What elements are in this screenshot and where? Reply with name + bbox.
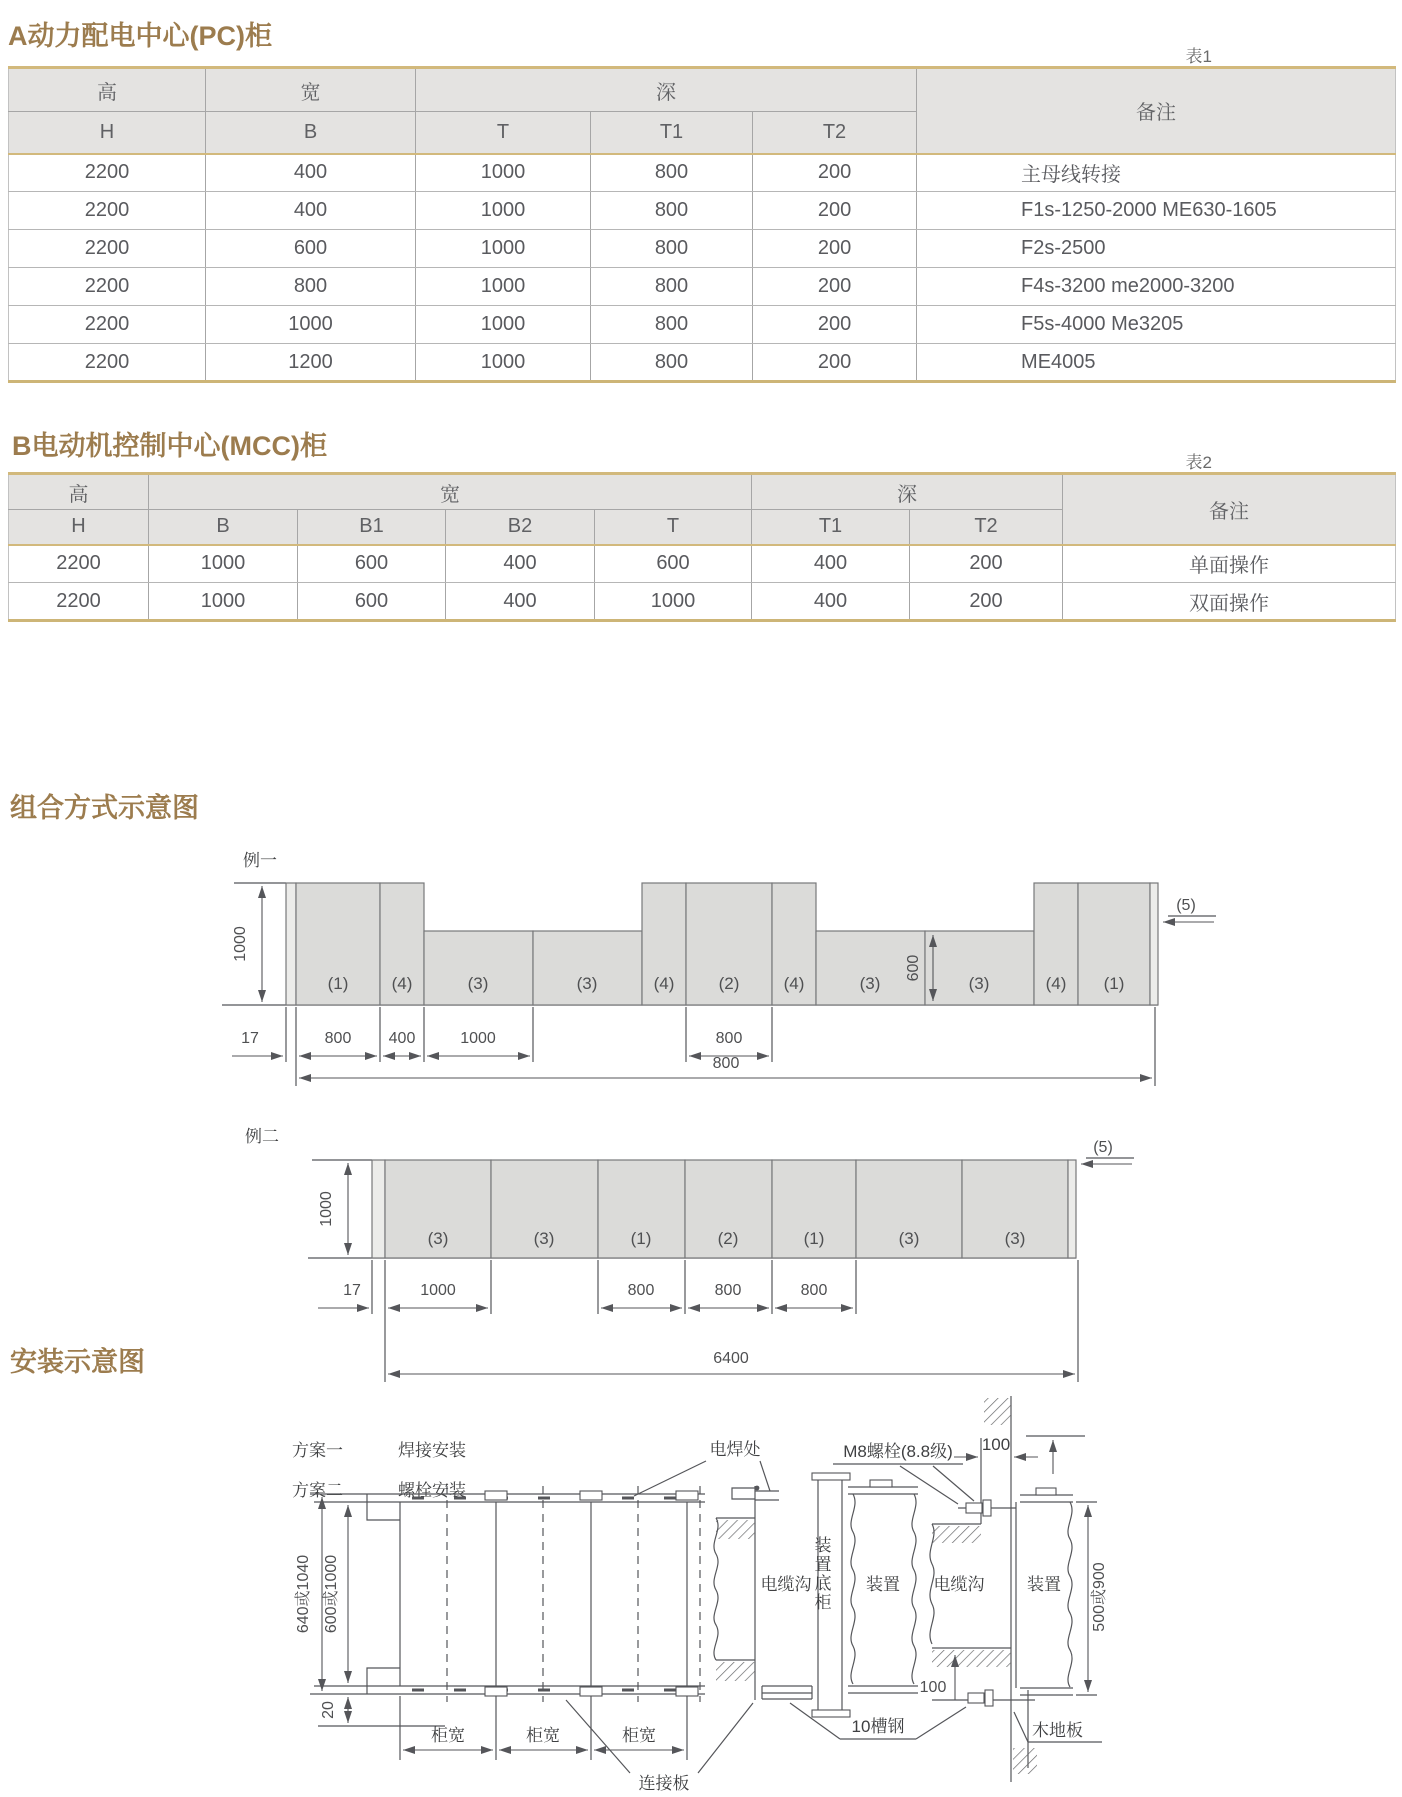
cell: 200 [753,154,917,192]
cell: 400 [446,545,595,583]
cell: 800 [591,344,753,382]
combo-section-title: 组合方式示意图 [10,793,199,823]
cell-remark: 单面操作 [1063,545,1396,583]
side-panel-right [1150,883,1158,1005]
cell: 1000 [595,583,752,621]
install-section-title: 安装示意图 [10,1347,145,1377]
plan1-label: 方案一 [292,1441,343,1460]
connection-tab [1036,1488,1056,1495]
cell: 1000 [416,306,591,344]
col-header-T2: T2 [753,112,917,154]
cabinet-cap [812,1710,850,1717]
cell: 1000 [206,306,416,344]
cell-remark: 双面操作 [1063,583,1396,621]
connection-tab [485,1491,507,1500]
cell: 400 [206,154,416,192]
block-label: (1) [327,974,349,993]
dim-label-600-1000: 600或1000 [323,1554,340,1634]
block-label: (4) [653,974,675,993]
dim-label-total: 6400 [713,1350,749,1367]
cell: 200 [753,230,917,268]
hatch-ground [716,1520,755,1539]
cell-remark: F2s-2500 [917,230,1396,268]
dim-label-600: 600 [905,954,922,982]
section-bolt [790,1396,1108,1782]
cell: 600 [206,230,416,268]
cabinet-block [424,931,533,1005]
dim-label-800b: 800 [715,1030,743,1047]
connection-tab [676,1491,698,1500]
plan2-label: 方案二 [292,1481,343,1500]
side-panel-callout: (5) [1093,1139,1113,1156]
dim-label-total: 800 [712,1055,740,1072]
section-weld [634,1440,918,1717]
cell: 600 [298,545,446,583]
cell: 2200 [9,306,206,344]
dim-label-800: 800 [324,1030,352,1047]
cell: 1200 [206,344,416,382]
dim-label-1000: 1000 [460,1030,496,1047]
col-header-width: 宽 [206,68,416,112]
col-header-B2: B2 [446,510,595,545]
cell: 400 [446,583,595,621]
block-label: (3) [467,974,489,993]
cell: 200 [753,192,917,230]
cell-remark: F5s-4000 Me3205 [917,306,1396,344]
dim-label-800a: 800 [627,1282,655,1299]
block-label: (1) [1103,974,1125,993]
col-header-B: B [206,112,416,154]
block-label: (3) [859,974,881,993]
cell: 400 [206,192,416,230]
block-label: (1) [630,1229,652,1248]
side-panel-right [1068,1160,1076,1258]
side-panel-callout: (5) [1176,897,1196,914]
cell: 1000 [416,154,591,192]
example1-label: 例一 [243,851,277,870]
block-label: (4) [1045,974,1067,993]
hatch-ground [932,1526,981,1543]
hatch-wall [984,1398,1011,1425]
cell-remark: F4s-3200 me2000-3200 [917,268,1396,306]
device-label: 装置 [866,1575,900,1594]
side-panel-left [372,1160,385,1258]
col-header-width: 宽 [149,474,752,510]
example2-label: 例二 [245,1127,279,1146]
combo-example-2 [245,1127,1134,1382]
cell: 2200 [9,344,206,382]
col-header-T2: T2 [910,510,1063,545]
cabinet-width-label: 柜宽 [526,1726,560,1745]
block-label: (3) [1004,1229,1026,1248]
dim-label-20: 20 [320,1701,337,1719]
cell: 800 [206,268,416,306]
cable-trench-label: 电缆沟 [760,1575,812,1594]
col-header-H: H [9,510,149,545]
cell: 800 [591,154,753,192]
cell: 200 [753,268,917,306]
cell: 800 [591,268,753,306]
table1-tag: 表1 [1185,47,1212,66]
bolt-plate [983,1500,991,1516]
table2-tag: 表2 [1185,453,1212,472]
col-header-T: T [595,510,752,545]
dim-label-800b: 800 [714,1282,742,1299]
block-label: (3) [968,974,990,993]
cable-trench-label: 电缆沟 [933,1575,985,1594]
cell: 800 [591,192,753,230]
block-label: (4) [391,974,413,993]
pc-section-title: A动力配电中心(PC)柜 [8,21,272,51]
cell: 200 [910,583,1063,621]
dim-label-17: 17 [343,1282,361,1299]
cell: 2200 [9,545,149,583]
cabinet-width-label: 柜宽 [431,1726,465,1745]
dim-label-1000: 1000 [420,1282,456,1299]
dim-label-640-1040: 640或1040 [295,1554,312,1634]
connection-tab [580,1491,602,1500]
dim-label-100-bottom: 100 [919,1679,947,1696]
cell: 800 [591,306,753,344]
bolt-plate [985,1690,993,1706]
device-base-cabinet-label: 装置底柜 [811,1536,831,1612]
connection-tab [870,1480,892,1487]
cell-remark: ME4005 [917,344,1396,382]
cell: 200 [753,344,917,382]
block-label: (4) [783,974,805,993]
bolt-head [968,1693,984,1703]
cabinet-block [925,931,1034,1005]
col-header-depth: 深 [752,474,1063,510]
cell: 400 [752,545,910,583]
col-header-remark: 备注 [917,68,1396,154]
cell: 2200 [9,192,206,230]
plan-view [294,1486,705,1760]
install-diagram [292,1396,1108,1793]
cell: 1000 [149,583,298,621]
cabinet-cap [812,1473,850,1480]
col-header-T1: T1 [591,112,753,154]
block-label: (3) [427,1229,449,1248]
cell: 600 [595,545,752,583]
plan2-text: 螺栓安装 [398,1481,466,1500]
dim-label-height: 1000 [318,1191,335,1227]
col-header-height: 高 [9,474,149,510]
cell: 1000 [149,545,298,583]
connection-tab [485,1687,507,1696]
side-panel-left [286,883,296,1005]
cell-remark: 主母线转接 [917,154,1396,192]
device-label: 装置 [1027,1575,1061,1594]
cell: 600 [298,583,446,621]
dim-label-height: 1000 [232,926,249,962]
block-label: (3) [533,1229,555,1248]
cell: 800 [591,230,753,268]
cell: 200 [910,545,1063,583]
plan1-text: 焊接安装 [398,1441,466,1460]
connection-tab [580,1687,602,1696]
block-label: (2) [718,974,740,993]
block-label: (1) [803,1229,825,1248]
block-label: (3) [576,974,598,993]
col-header-height: 高 [9,68,206,112]
hatch-floor [1013,1748,1037,1774]
cell: 2200 [9,268,206,306]
col-header-B: B [149,510,298,545]
dim-label-100-top: 100 [981,1435,1011,1454]
mcc-section-title: B电动机控制中心(MCC)柜 [12,431,327,461]
block-label: (3) [898,1229,920,1248]
dim-label-800c: 800 [800,1282,828,1299]
col-header-B1: B1 [298,510,446,545]
bolt-label: M8螺栓(8.8级) [843,1442,953,1461]
bolt-head [966,1503,982,1513]
connection-plate-label: 连接板 [638,1774,690,1793]
cell: 1000 [416,192,591,230]
dim-label-400: 400 [388,1030,416,1047]
hatch-ground [716,1662,755,1681]
col-header-T1: T1 [752,510,910,545]
cell: 1000 [416,268,591,306]
cell: 2200 [9,154,206,192]
col-header-H: H [9,112,206,154]
hatch-ground [932,1650,1011,1667]
wood-floor-label: 木地板 [1032,1721,1083,1740]
cell: 1000 [416,344,591,382]
weld-spot-label: 电焊处 [709,1440,761,1459]
col-header-T: T [416,112,591,154]
col-header-remark: 备注 [1063,474,1396,545]
cabinet-width-label: 柜宽 [622,1726,656,1745]
cell: 400 [752,583,910,621]
channel-steel-label: 10槽钢 [851,1717,905,1736]
combo-example-1 [222,851,1216,1086]
cell: 2200 [9,230,206,268]
cell-remark: F1s-1250-2000 ME630-1605 [917,192,1396,230]
cell: 200 [753,306,917,344]
connection-tab [676,1687,698,1696]
block-label: (2) [717,1229,739,1248]
cabinet-block [533,931,642,1005]
col-header-depth: 深 [416,68,917,112]
dim-label-17: 17 [241,1030,259,1047]
dim-label-500-900: 500或900 [1091,1562,1108,1632]
cell: 2200 [9,583,149,621]
cell: 1000 [416,230,591,268]
